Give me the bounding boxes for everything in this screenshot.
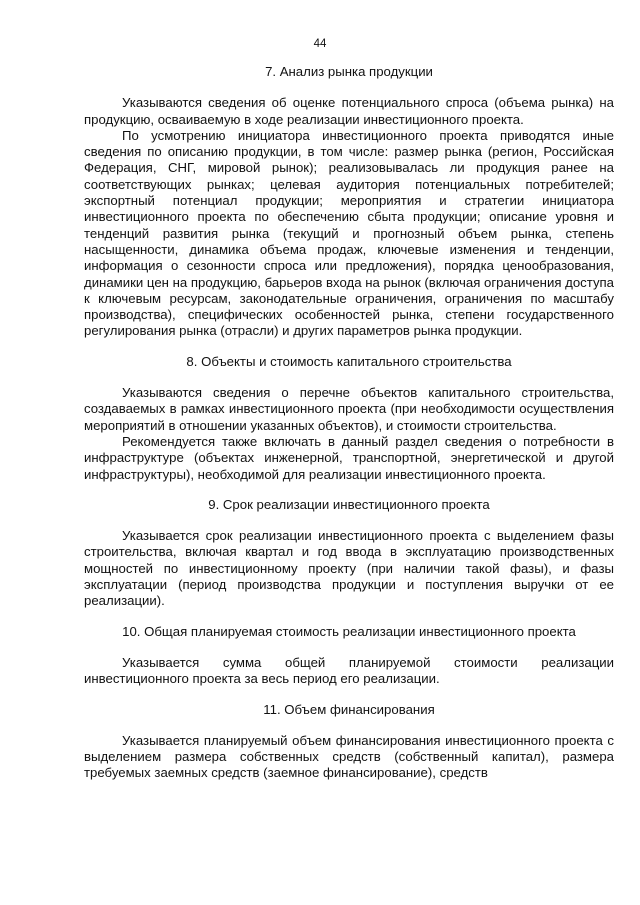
paragraph: Указываются сведения о перечне объектов капитального строительства, создаваемых в рамках инвестиционного проекта (при необходимости осуществления мероприятий в отношении указанных объектов), и стоимости строительства. bbox=[84, 385, 614, 433]
section-implementation-period bbox=[84, 497, 614, 610]
paragraph: Указываются сведения об оценке потенциального спроса (объема рынка) на продукцию, осваиваемую в ходе реализации инвестиционного проекта. bbox=[84, 95, 614, 127]
section-heading: 8. Объекты и стоимость капитального строительства bbox=[186, 353, 512, 369]
paragraph: Указывается срок реализации инвестиционного проекта с выделением фазы строительства, включая квартал и год ввода в эксплуатацию производственных мощностей по инвестиционному проекту (при наличии такой фазы), и фазы эксплуатации (период производства продукции и поступления выручки от ее реализации). bbox=[84, 528, 614, 609]
page-content bbox=[84, 64, 614, 782]
section-market-analysis bbox=[84, 64, 614, 340]
section-capital-construction bbox=[84, 354, 614, 483]
page-number: 44 bbox=[313, 38, 327, 50]
paragraph: Указывается сумма общей планируемой стоимости реализации инвестиционного проекта за весь период его реализации. bbox=[84, 654, 614, 687]
paragraph: По усмотрению инициатора инвестиционного проекта приводятся иные сведения по описанию продукции, в том числе: размер рынка (регион, Российская Федерация, СНГ, мировой рынок); реализовывалась ли продукция ранее на соответствующих рынках; целевая аудитория потенциальных потребителей; экспортный потенциал продукции; мероприятия и стратегии инициатора инвестиционного проекта по обеспечению сбыта продукции; описание уровня и тенденций развития рынка (текущий и прогнозный объем рынка, степень насыщенности, динамика объема продаж, ключевые изменения и тенденции, информация о сезонности спроса или предложения), порядка ценообразования, динамики цен на продукцию, барьеров входа на рынок (включая ограничения доступа к ключевым ресурсам, законодательные ограничения, ограничения по масштабу производства), специфических особенностей рынка, степени государственного регулирования рынка (отрасли) и других параметров рынка продукции. bbox=[84, 127, 615, 339]
section-total-cost bbox=[84, 624, 614, 688]
paragraph: Указывается планируемый объем финансирования инвестиционного проекта с выделением размера собственных средств (собственный капитал), размера требуемых заемных средств (заемное финансирование), средств bbox=[84, 732, 614, 781]
section-heading: 7. Анализ рынка продукции bbox=[265, 64, 433, 79]
section-heading: 9. Срок реализации инвестиционного проекта bbox=[208, 496, 490, 512]
section-heading: 11. Объем финансирования bbox=[263, 701, 435, 717]
paragraph: Рекомендуется также включать в данный раздел сведения о потребности в инфраструктуре (объектах инженерной, транспортной, энергетической и другой инфраструктуры), необходимой для реализации инвестиционного проекта. bbox=[84, 433, 614, 482]
section-heading: 10. Общая планируемая стоимость реализации инвестиционного проекта bbox=[122, 623, 576, 639]
section-financing-volume bbox=[84, 702, 614, 782]
